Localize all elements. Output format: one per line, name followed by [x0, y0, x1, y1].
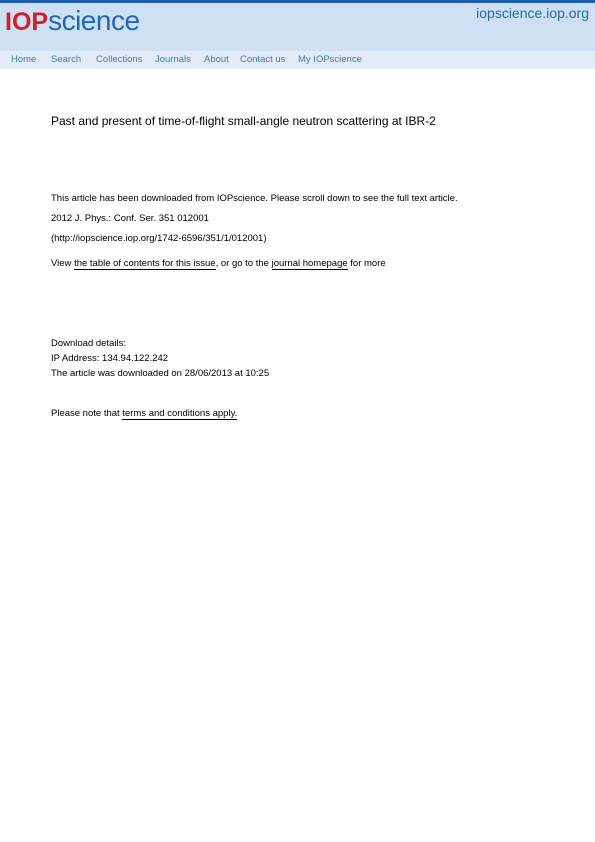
article-title: Past and present of time-of-flight small-angle neutron scattering at IBR-2 [51, 114, 436, 128]
article-url: (http://iopscience.iop.org/1742-6596/351/1/012001) [51, 233, 267, 244]
view-suffix-text: for more [347, 258, 386, 269]
download-notice: This article has been downloaded from IOPscience. Please scroll down to see the full text article. [51, 193, 458, 204]
view-middle-text: , or go to the [215, 258, 272, 269]
nav-journals[interactable]: Journals [155, 54, 191, 65]
article-citation: 2012 J. Phys.: Conf. Ser. 351 012001 [51, 213, 209, 224]
main-nav [0, 51, 595, 69]
terms-prefix-text: Please note that [51, 408, 123, 419]
nav-collections[interactable]: Collections [96, 54, 143, 65]
journal-homepage-link[interactable]: journal homepage [271, 258, 348, 269]
terms-link[interactable]: terms and conditions apply. [122, 408, 238, 419]
view-prefix-text: View [51, 258, 75, 269]
site-url-link[interactable]: iopscience.iop.org [476, 5, 589, 21]
nav-contact-us[interactable]: Contact us [240, 54, 286, 65]
terms-line [51, 408, 237, 419]
nav-home[interactable]: Home [11, 54, 37, 65]
nav-search[interactable]: Search [51, 54, 82, 65]
ip-address: IP Address: 134.94.122.242 [51, 353, 169, 364]
iopscience-logo[interactable] [5, 3, 140, 39]
logo-iop-text: IOP [5, 8, 49, 36]
download-details-heading: Download details: [51, 338, 126, 349]
view-links-line [51, 258, 386, 269]
toc-link[interactable]: the table of contents for this issue [74, 258, 216, 269]
nav-my-iopscience[interactable]: My IOPscience [298, 54, 362, 65]
logo-science-text: science [48, 5, 140, 36]
nav-about[interactable]: About [204, 54, 229, 65]
download-date: The article was downloaded on 28/06/2013 at 10:25 [51, 368, 270, 379]
site-header [0, 0, 595, 51]
